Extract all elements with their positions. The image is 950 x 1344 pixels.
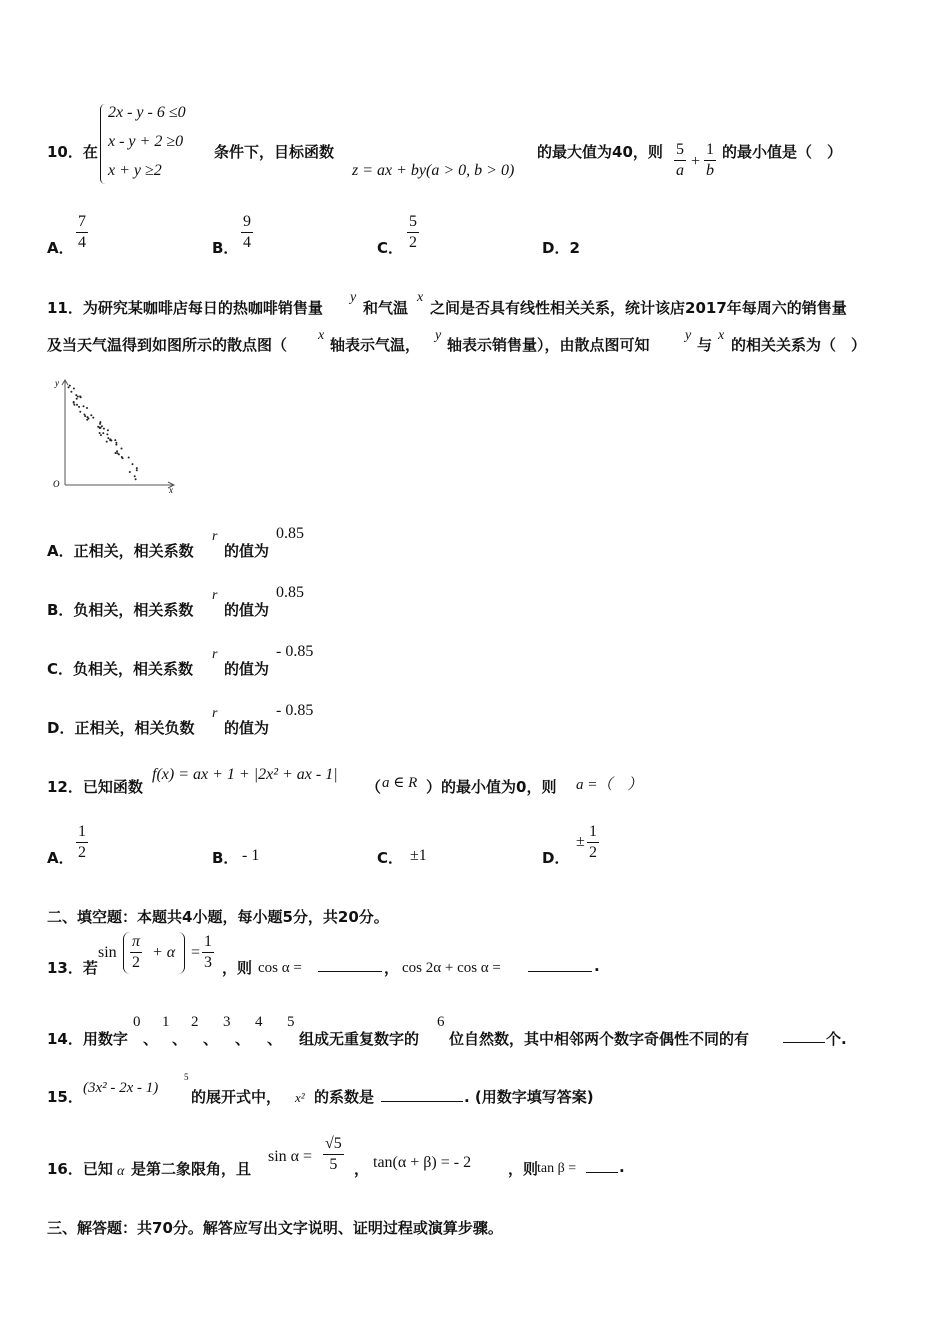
scatter-point xyxy=(103,428,105,430)
q10-option-b-value: $\frac{9}{4}$ xyxy=(243,213,251,251)
q11-option-c-r: r xyxy=(212,647,218,662)
section-2-heading: 二、填空题：本题共4小题，每小题5分，共20分。 xyxy=(47,908,389,926)
scatter-point xyxy=(86,419,88,421)
q10-number: 10．在 xyxy=(47,143,98,161)
scatter-point xyxy=(76,398,78,400)
q11-option-a-r: r xyxy=(212,529,218,544)
q11-option-d-value: - 0.85 xyxy=(276,702,314,719)
scatter-point xyxy=(132,463,134,465)
scatter-point xyxy=(136,467,138,469)
scatter-point xyxy=(78,406,80,408)
q11-line-1a: 11．为研究某咖啡店每日的热咖啡销售量 xyxy=(47,299,323,317)
q13-cos-alpha: cos α = xyxy=(258,960,302,976)
q13-cos2-alpha: cos 2α + cos α = xyxy=(402,960,501,976)
q11-option-c-value: - 0.85 xyxy=(276,643,314,660)
q14-number: 14．用数字 xyxy=(47,1030,128,1048)
scatter-point xyxy=(116,450,118,452)
q11-scatter-plot xyxy=(48,375,183,500)
q11-line-2e: 的相关关系为（ ） xyxy=(731,336,867,354)
q10-question: 的最小值是（ ） xyxy=(722,143,843,161)
q10-objective-function: z = ax + by(a > 0, b > 0) xyxy=(352,162,515,179)
q16-number: 16．已知 xyxy=(47,1160,113,1178)
q16-sin-alpha: sin α = xyxy=(268,1148,313,1165)
scatter-point xyxy=(135,478,137,480)
q12-cond-open: （ xyxy=(366,778,382,796)
q16-alpha: α xyxy=(117,1164,125,1179)
scatter-point xyxy=(76,404,78,406)
scatter-point xyxy=(73,388,75,390)
q11-x-var-3: x xyxy=(718,328,725,343)
scatter-point xyxy=(115,444,117,446)
q12-option-a-label: A． xyxy=(47,849,74,867)
q10-option-d: D．2 xyxy=(542,239,580,257)
q13-answer-blank-2[interactable] xyxy=(528,970,592,972)
q14-sep-3: 、 xyxy=(203,1030,219,1048)
q15-end: . (用数字填写答案) xyxy=(464,1088,594,1106)
q16-answer-blank[interactable] xyxy=(586,1171,618,1173)
q16-then: ，则 xyxy=(508,1160,539,1178)
q11-line-1b: 和气温 xyxy=(363,299,409,317)
scatter-point xyxy=(128,457,130,459)
q12-a-in-r: a ∈ R xyxy=(382,775,418,791)
q12-option-c-value: ±1 xyxy=(410,847,427,864)
q11-line-2b: 轴表示气温， xyxy=(330,336,421,354)
q14-digit-2: 2 xyxy=(191,1014,199,1030)
q15-x-squared: x² xyxy=(295,1090,305,1105)
q11-x-var-2: x xyxy=(318,328,325,343)
q10-option-a-label: A． xyxy=(47,239,74,257)
q11-line-1c: 之间是否具有线性相关关系，统计该店2017年每周六的销售量 xyxy=(430,299,847,317)
q10-option-c-value: $\frac{5}{2}$ xyxy=(409,213,417,251)
scatter-point xyxy=(99,421,101,423)
q15-number: 15． xyxy=(47,1088,83,1106)
q12-tail: ）的最小值为0，则 xyxy=(426,778,557,796)
scatter-point xyxy=(79,395,81,397)
q14-answer-blank[interactable] xyxy=(783,1041,825,1043)
q14-digit-4: 4 xyxy=(255,1014,263,1030)
q14-end: 个. xyxy=(826,1030,847,1048)
q16-separator: ， xyxy=(354,1160,370,1178)
q11-option-c-text: C．负相关，相关系数 xyxy=(47,660,194,678)
q11-option-b-tail: 的值为 xyxy=(224,601,270,619)
scatter-point xyxy=(100,434,102,436)
section-3-heading: 三、解答题：共70分。解答应写出文字说明、证明过程或演算步骤。 xyxy=(47,1219,503,1237)
plot-x-label: x xyxy=(169,485,173,495)
q11-option-d-r: r xyxy=(212,706,218,721)
q14-digit-1: 1 xyxy=(162,1014,170,1030)
scatter-point xyxy=(99,423,101,425)
q11-y-var: y xyxy=(350,290,357,305)
scatter-point xyxy=(73,402,75,404)
q10-condition-text: 条件下，目标函数 xyxy=(214,143,335,161)
scatter-point xyxy=(100,427,102,429)
scatter-point xyxy=(134,475,136,477)
q14-tail: 位自然数，其中相邻两个数字奇偶性不同的有 xyxy=(449,1030,750,1048)
q11-line-2c: 轴表示销售量），由散点图可知 xyxy=(447,336,650,354)
q16-mid: 是第二象限角，且 xyxy=(131,1160,252,1178)
q13-paren-left xyxy=(123,932,130,974)
scatter-point xyxy=(79,411,81,413)
q11-line-2a: 及当天气温得到如图所示的散点图（ xyxy=(47,336,288,354)
q10-option-b-label: B． xyxy=(212,239,239,257)
scatter-point xyxy=(84,414,86,416)
q15-tail: 的系数是 xyxy=(314,1088,375,1106)
q13-answer-blank-1[interactable] xyxy=(318,970,382,972)
q13-end: . xyxy=(594,957,600,975)
scatter-point xyxy=(106,433,108,435)
q14-sep-4: 、 xyxy=(235,1030,251,1048)
q11-option-b-text: B．负相关，相关系数 xyxy=(47,601,194,619)
q14-digit-3: 3 xyxy=(223,1014,231,1030)
q11-y-var-2: y xyxy=(435,328,442,343)
q14-six: 6 xyxy=(437,1014,445,1030)
q10-constraint-3: x + y ≥2 xyxy=(108,162,162,179)
q12-option-d-fraction: $\frac{1}{2}$ xyxy=(589,823,597,861)
plot-y-label: y xyxy=(55,378,59,388)
scatter-point xyxy=(121,448,123,450)
scatter-point xyxy=(129,471,131,473)
q10-fraction-5-over-a: $\frac{5}{a}$ xyxy=(676,141,684,179)
scatter-point xyxy=(107,437,109,439)
scatter-point xyxy=(101,425,103,427)
q13-sin: sin xyxy=(98,944,117,961)
q12-option-c-label: C． xyxy=(377,849,404,867)
scatter-point xyxy=(69,385,71,387)
q14-digit-5: 5 xyxy=(287,1014,295,1030)
q16-sqrt5-over-5: $\frac{√5}{5}$ xyxy=(325,1135,342,1173)
scatter-point xyxy=(118,453,120,455)
scatter-point xyxy=(77,396,79,398)
q12-option-b-value: - 1 xyxy=(242,847,260,864)
q12-number: 12．已知函数 xyxy=(47,778,143,796)
q11-option-a-text: A．正相关，相关系数 xyxy=(47,542,194,560)
scatter-point xyxy=(114,439,116,441)
q10-max-text: 的最大值为40，则 xyxy=(537,143,663,161)
q12-function: f(x) = ax + 1 + |2x² + ax - 1| xyxy=(152,766,338,783)
scatter-point xyxy=(70,391,72,393)
q11-option-a-value: 0.85 xyxy=(276,525,304,542)
q11-option-d-tail: 的值为 xyxy=(224,719,270,737)
scatter-point xyxy=(107,429,109,431)
q12-option-a-value: $\frac{1}{2}$ xyxy=(78,823,86,861)
scatter-point xyxy=(68,386,70,388)
q16-tan-beta: tan β = xyxy=(537,1161,577,1176)
scatter-point xyxy=(92,417,94,419)
q10-fraction-1-over-b: $\frac{1}{b}$ xyxy=(706,141,714,179)
q13-plus-alpha: + α xyxy=(152,944,176,961)
scatter-point xyxy=(106,441,108,443)
q15-mid: 的展开式中， xyxy=(191,1088,282,1106)
q10-constraint-2: x - y + 2 ≥0 xyxy=(108,133,184,150)
scatter-point xyxy=(73,404,75,406)
q11-option-c-tail: 的值为 xyxy=(224,660,270,678)
scatter-point xyxy=(90,414,92,416)
q10-plus-sign: + xyxy=(691,153,701,170)
q15-power: 5 xyxy=(184,1072,189,1082)
plot-origin-label: O xyxy=(53,479,60,489)
q10-system-brace xyxy=(100,104,105,184)
q13-one-third: $\frac{1}{3}$ xyxy=(204,933,212,971)
scatter-point xyxy=(121,456,123,458)
scatter-point xyxy=(83,405,85,407)
q13-pi-over-2: $\frac{\pi}{2}$ xyxy=(132,933,141,971)
q13-paren-right xyxy=(178,932,185,974)
scatter-point xyxy=(115,452,117,454)
q13-number: 13．若 xyxy=(47,959,98,977)
q11-x-var: x xyxy=(417,290,424,305)
q11-y-var-3: y xyxy=(685,328,692,343)
q11-option-b-r: r xyxy=(212,588,218,603)
q15-answer-blank[interactable] xyxy=(381,1100,463,1102)
q13-separator: ， xyxy=(384,959,400,977)
q10-option-a-value: $\frac{7}{4}$ xyxy=(78,213,86,251)
q14-sep-1: 、 xyxy=(143,1030,159,1048)
q14-sep-2: 、 xyxy=(172,1030,188,1048)
scatter-point xyxy=(86,407,88,409)
q12-option-b-label: B． xyxy=(212,849,239,867)
q11-option-b-value: 0.85 xyxy=(276,584,304,601)
q12-question: a =（ ） xyxy=(576,777,643,793)
q13-equals: = xyxy=(191,944,201,961)
scatter-point xyxy=(99,432,101,434)
q11-option-a-tail: 的值为 xyxy=(224,542,270,560)
q14-sep-5: 、 xyxy=(267,1030,283,1048)
q13-then: ，则 xyxy=(222,959,253,977)
scatter-point xyxy=(115,442,117,444)
scatter-point xyxy=(87,416,89,418)
q16-end: . xyxy=(619,1158,625,1176)
q10-constraint-1: 2x - y - 6 ≤0 xyxy=(108,104,186,121)
q10-option-c-label: C． xyxy=(377,239,404,257)
scatter-point xyxy=(136,469,138,471)
q11-option-d-text: D．正相关，相关负数 xyxy=(47,719,195,737)
q16-tan-sum: tan(α + β) = - 2 xyxy=(373,1154,472,1171)
q12-option-d-label: D． xyxy=(542,849,570,867)
scatter-point xyxy=(75,394,77,396)
q14-mid: 组成无重复数字的 xyxy=(299,1030,420,1048)
scatter-points xyxy=(68,385,138,481)
scatter-point xyxy=(102,432,104,434)
q14-digit-0: 0 xyxy=(133,1014,141,1030)
q11-line-2d: 与 xyxy=(697,336,713,354)
scatter-point xyxy=(109,439,111,441)
q15-expression: (3x² - 2x - 1) xyxy=(83,1080,159,1096)
q12-option-d-pm: ± xyxy=(576,833,585,850)
